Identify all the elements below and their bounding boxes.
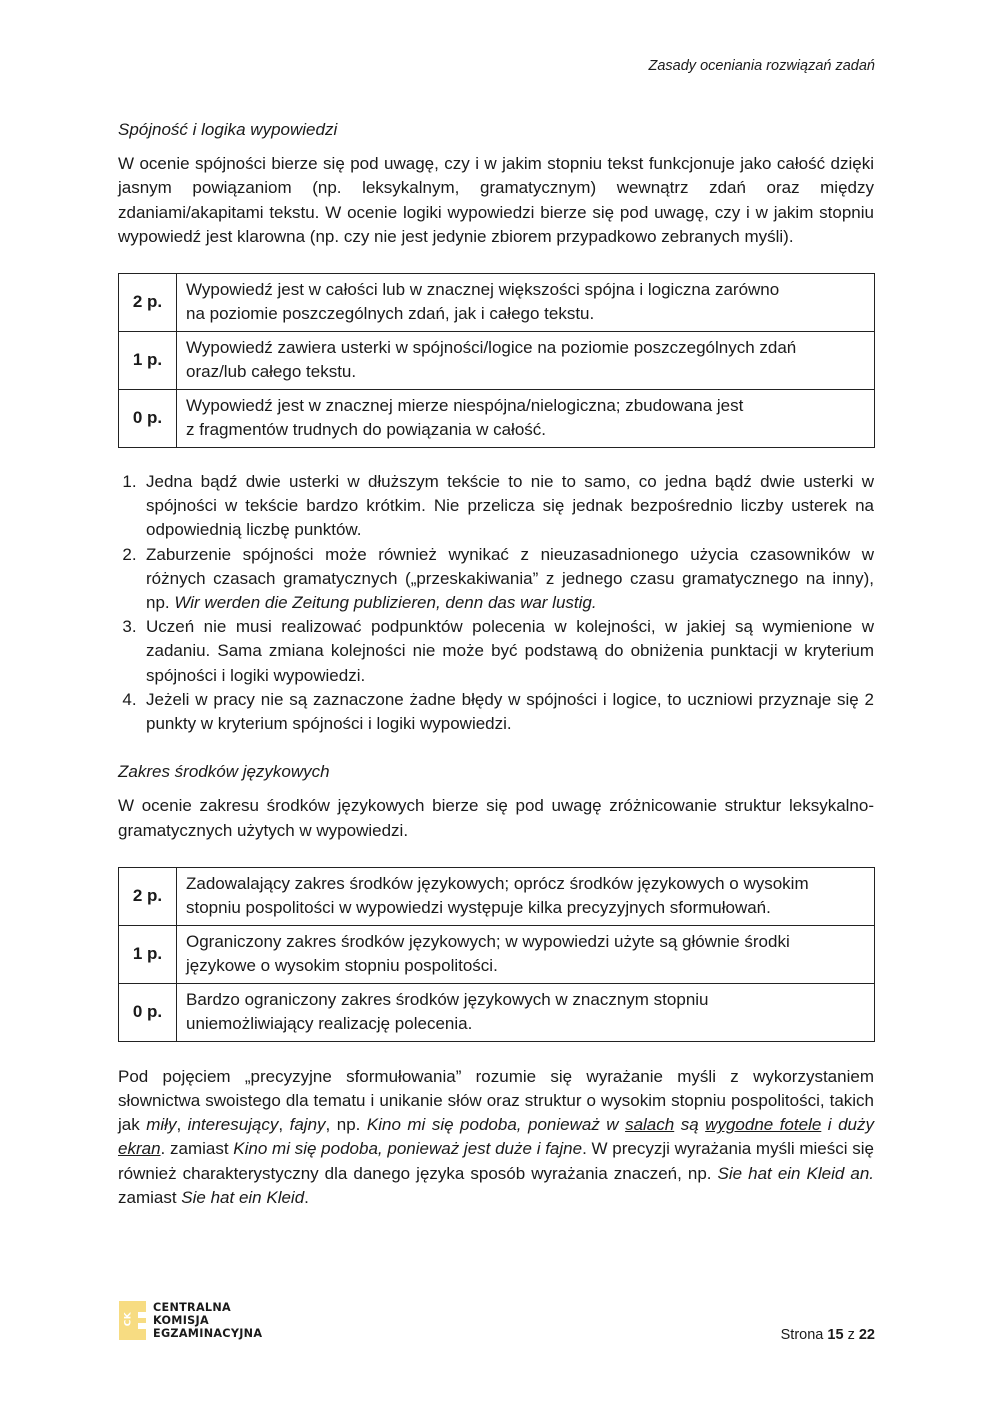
cke-logo-mark-icon: [119, 1301, 146, 1340]
explanation-text: . W precyzji wyrażania myśli mieści się również charakterystyczny dla danego języka sposób wyrażania znaczeń, np.: [118, 1139, 874, 1183]
description-cell: [177, 867, 875, 925]
note-example: Wir werden die Zeitung publizieren, denn das war lustig.: [174, 593, 597, 613]
section-title-range: Zakres środków językowych: [118, 762, 330, 782]
table-row: [119, 867, 875, 925]
logo-line: EGZAMINACYJNA: [153, 1327, 263, 1340]
example-word: miły: [146, 1115, 177, 1135]
score-cell: 1 p.: [119, 332, 177, 390]
example-sentence: Kino mi się podoba, ponieważ w: [366, 1115, 626, 1135]
cke-logo: [119, 1301, 262, 1340]
logo-text: [153, 1301, 262, 1340]
example-sentence: i duży: [821, 1115, 874, 1135]
table-row: [119, 390, 875, 448]
description-line: Wypowiedź jest w znacznej mierze niespójna/nielogiczna; zbudowana jest: [186, 395, 744, 415]
description-line: z fragmentów trudnych do powiązania w całość.: [186, 420, 547, 440]
example-word: interesujący: [187, 1115, 279, 1135]
description-line: uniemożliwiający realizację polecenia.: [186, 1013, 473, 1033]
note-text: Uczeń nie musi realizować podpunktów polecenia w kolejności, w jakiej są wymienione w zadaniu. Sama zmiana kolejności nie może być podstawą do obniżenia punktacji w kryterium spójności i logiki wypowiedzi.: [146, 617, 874, 685]
example-sentence: są: [674, 1115, 706, 1135]
description-line: Wypowiedź jest w całości lub w znacznej większości spójna i logiczna zarówno: [186, 279, 780, 299]
page-total: 22: [858, 1327, 875, 1343]
explanation-text: .: [304, 1187, 309, 1207]
table-row: [119, 274, 875, 332]
coherence-intro: W ocenie spójności bierze się pod uwagę, czy i w jakim stopniu tekst funkcjonuje jako całość dzięki jasnym powiązaniom (np. leksykalnym, gramatycznym) wewnątrz zdań oraz między zdaniami/akapitami tekstu. W ocenie logiki wypowiedzi bierze się pod uwagę, czy i w jakim stopniu wypowiedź jest klarowna (np. czy nie jest jedynie zbiorem przypadkowo zebranych myśli).: [118, 154, 874, 246]
note-text: Jeżeli w pracy nie są zaznaczone żadne błędy w spójności i logice, to uczniowi przyznaje się 2 punkty w kryterium spójności i logiki wypowiedzi.: [146, 689, 874, 734]
note-item: [146, 470, 874, 543]
score-cell: 1 p.: [119, 925, 177, 983]
coherence-notes-list: [118, 470, 874, 736]
description-line: stopniu pospolitości w wypowiedzi występuje kilka precyzyjnych sformułowań.: [186, 897, 771, 917]
underlined-word: ekran: [118, 1139, 161, 1159]
score-cell: 0 p.: [119, 983, 177, 1041]
logo-mark-letters: CK: [123, 1311, 134, 1327]
score-cell: 0 p.: [119, 390, 177, 448]
description-cell: [177, 925, 875, 983]
precise-phrasing-explanation: [118, 1065, 874, 1210]
description-cell: [177, 332, 875, 390]
section-title-coherence: Spójność i logika wypowiedzi: [118, 120, 338, 139]
score-cell: 2 p.: [119, 867, 177, 925]
description-line: Wypowiedź zawiera usterki w spójności/logice na poziomie poszczególnych zdań: [186, 337, 797, 357]
example-sentence: Sie hat ein Kleid an.: [717, 1163, 874, 1183]
logo-line: CENTRALNA: [153, 1301, 231, 1314]
description-cell: [177, 390, 875, 448]
logo-notch: [138, 1323, 146, 1329]
description-line: językowe o wysokim stopniu pospolitości.: [186, 955, 498, 975]
table-row: [119, 925, 875, 983]
page-content: [118, 118, 874, 1210]
coherence-criteria-table: [118, 273, 875, 448]
score-cell: 2 p.: [119, 274, 177, 332]
underlined-word: wygodne fotele: [705, 1115, 822, 1135]
page-number: [781, 1327, 875, 1343]
explanation-text: ,: [176, 1115, 188, 1135]
running-header: Zasady oceniania rozwiązań zadań: [648, 58, 875, 74]
logo-notch: [138, 1312, 146, 1318]
range-criteria-table: [118, 867, 875, 1042]
description-line: Bardzo ograniczony zakres środków językowych w znacznym stopniu: [186, 989, 709, 1009]
example-sentence: Kino mi się podoba, ponieważ jest duże i fajne: [233, 1139, 583, 1159]
description-line: Ograniczony zakres środków językowych; w wypowiedzi użyte są głównie środki: [186, 931, 790, 951]
explanation-text: zamiast: [118, 1187, 182, 1207]
note-item: [146, 615, 874, 688]
table-row: [119, 332, 875, 390]
explanation-text: ,: [278, 1115, 290, 1135]
example-word: fajny: [289, 1115, 326, 1135]
example-sentence: Sie hat ein Kleid: [181, 1187, 305, 1207]
description-cell: [177, 274, 875, 332]
description-line: na poziomie poszczególnych zdań, jak i całego tekstu.: [186, 304, 595, 324]
description-line: oraz/lub całego tekstu.: [186, 362, 357, 382]
page-prefix: Strona: [780, 1327, 824, 1343]
note-item: [146, 688, 874, 736]
range-intro: W ocenie zakresu środków językowych bierze się pod uwagę zróżnicowanie struktur leksykalno-gramatycznych użytych w wypowiedzi.: [118, 796, 874, 840]
page-current: 15: [827, 1327, 844, 1343]
note-text: Jedna bądź dwie usterki w dłuższym tekście to nie to samo, co jedna bądź dwie usterki w spójności w tekście bardzo krótkim. Nie przelicza się jednak bezpośrednio liczby usterek na odpowiednią liczbę punktów.: [146, 472, 874, 540]
note-text: Zaburzenie spójności może również wynikać z nieuzasadnionego użycia czasowników w różnych czasach gramatycznych („przeskakiwania” z jednego czasu gramatycznego na inny), np.: [146, 544, 874, 613]
page-sep: z: [847, 1327, 855, 1343]
table-row: [119, 983, 875, 1041]
logo-line: KOMISJA: [153, 1314, 209, 1327]
explanation-text: , np.: [325, 1115, 367, 1135]
note-item: [146, 543, 874, 616]
explanation-text: Pod pojęciem „precyzyjne sformułowania” rozumie się wyrażanie myśli z wykorzystaniem słownictwa swoistego dla tematu i unikanie słów oraz struktur o wysokim stopniu pospolitości, takich jak: [118, 1066, 874, 1135]
description-line: Zadowalający zakres środków językowych; oprócz środków językowych o wysokim: [186, 873, 809, 893]
underlined-word: salach: [625, 1115, 675, 1135]
explanation-text: . zamiast: [160, 1139, 234, 1159]
description-cell: [177, 983, 875, 1041]
